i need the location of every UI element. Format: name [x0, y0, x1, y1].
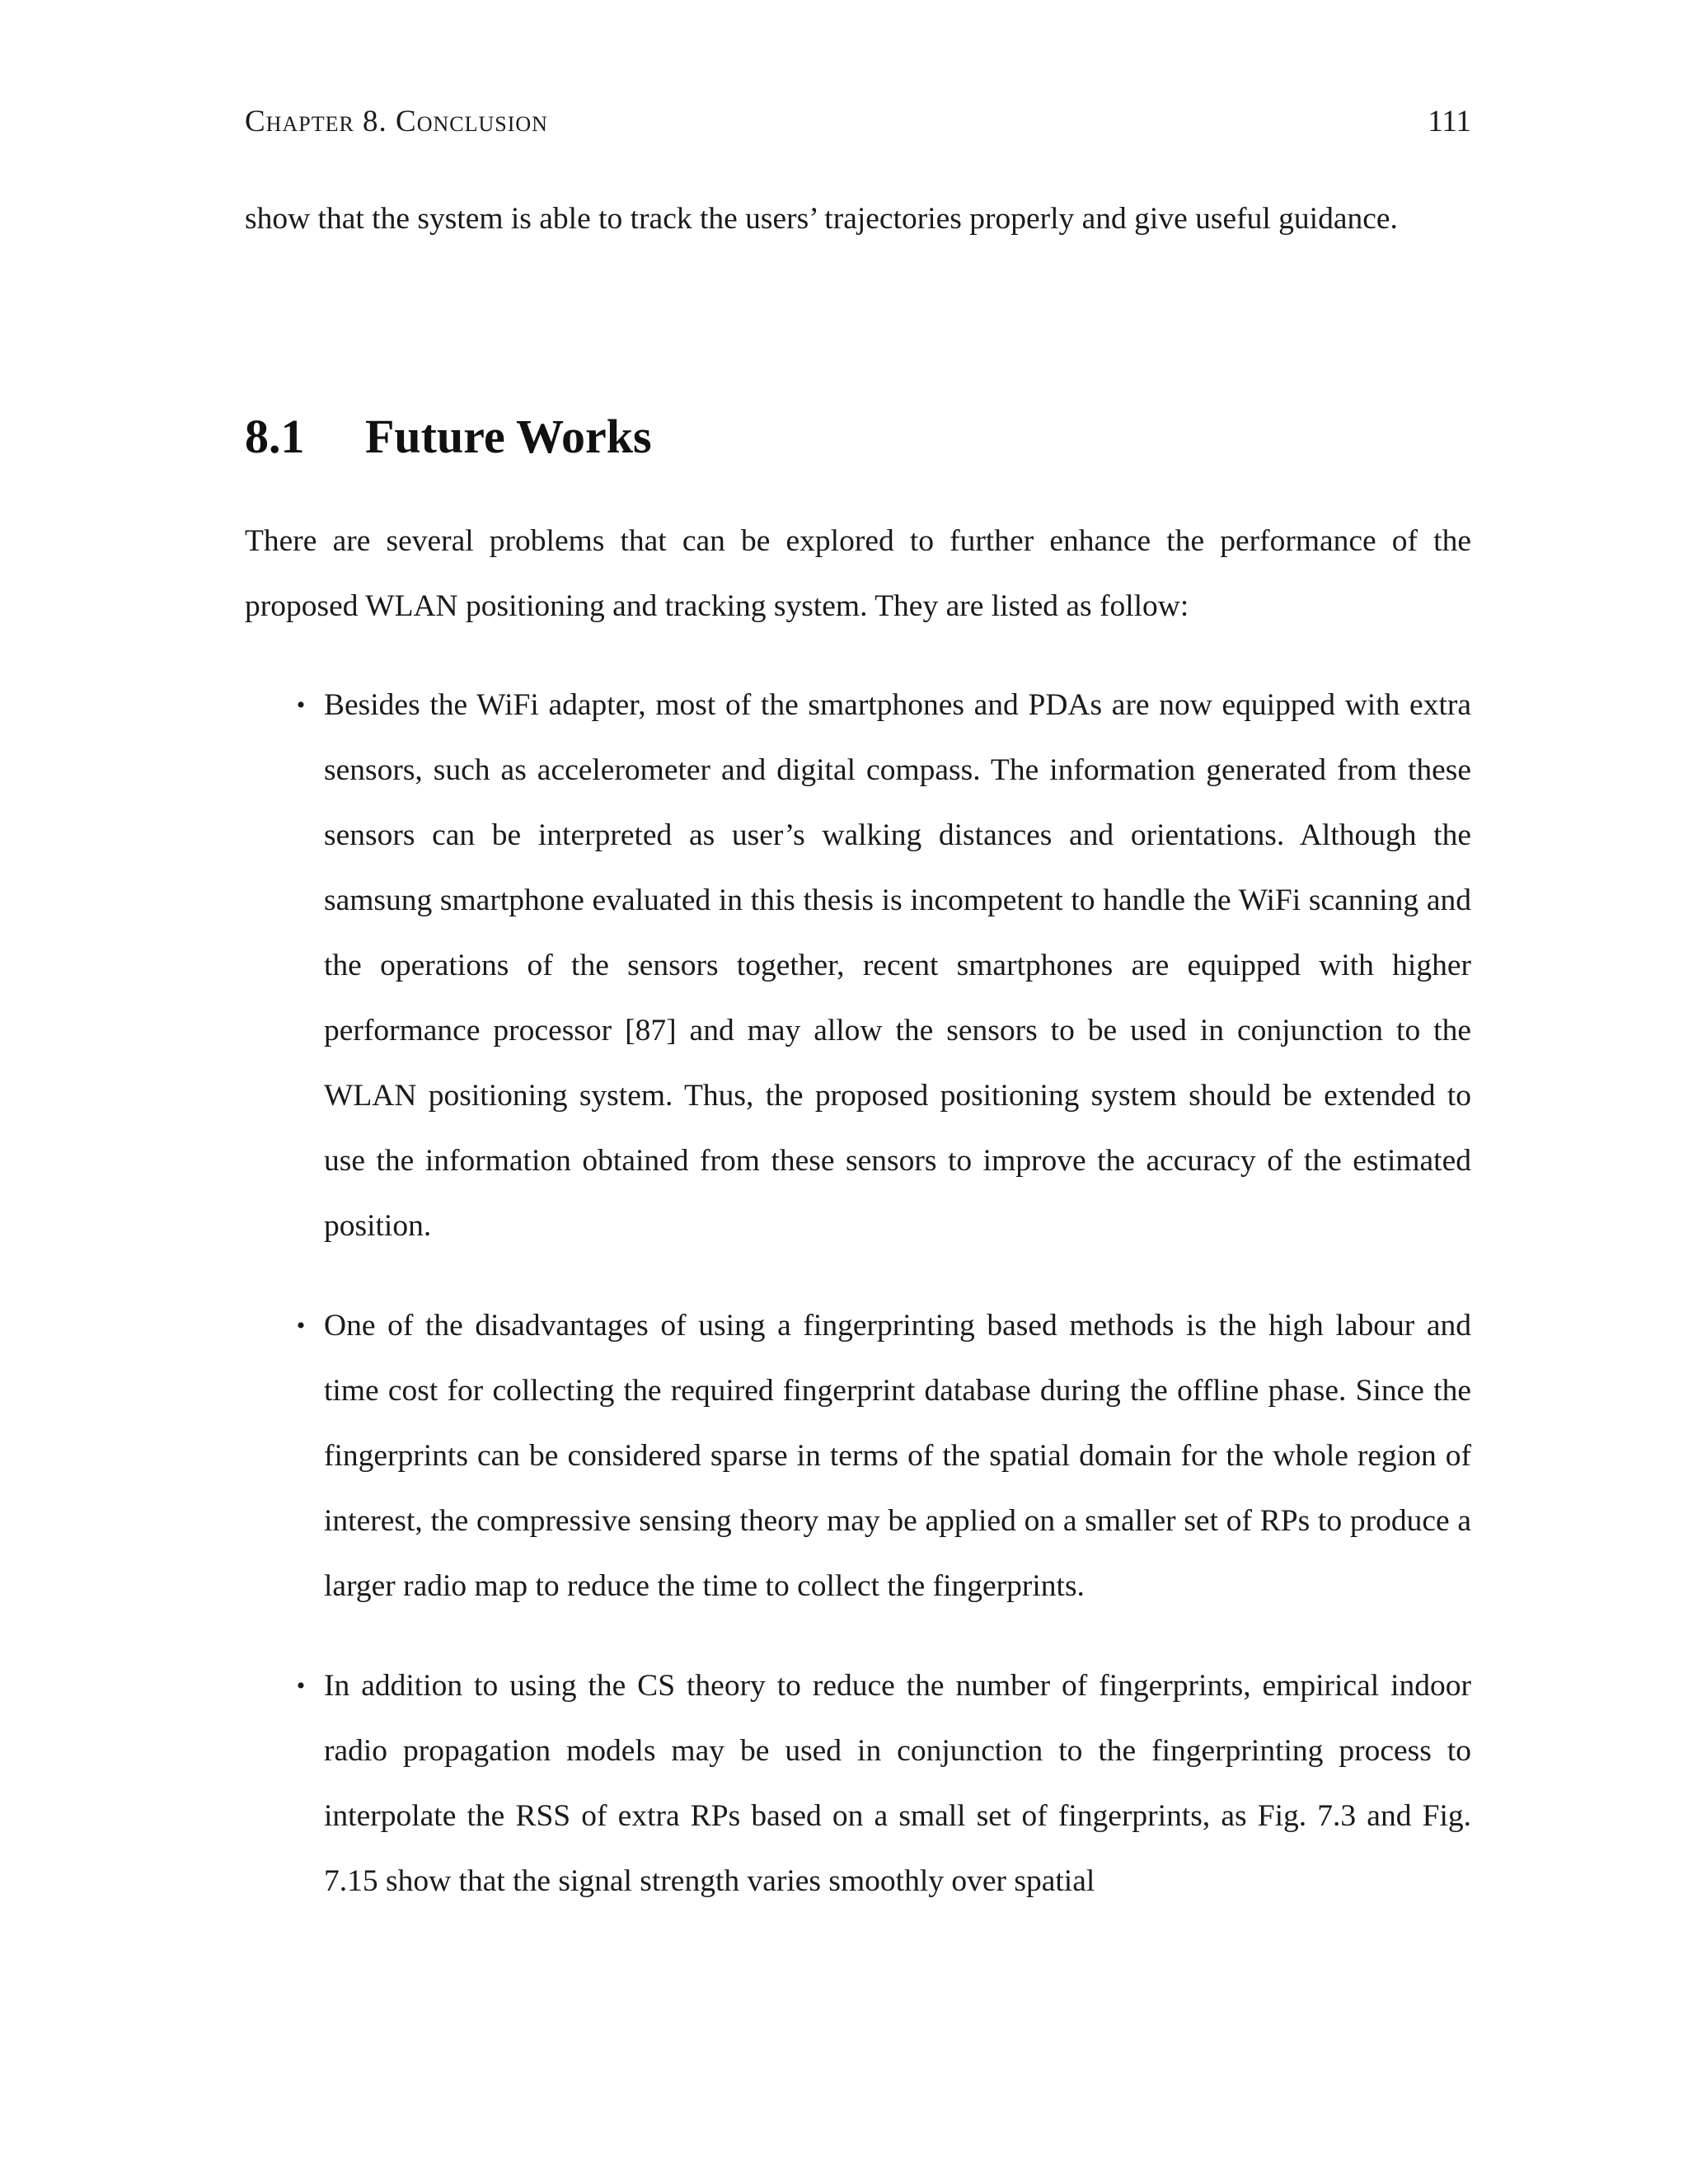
- intro-paragraph: There are several problems that can be explored to further enhance the performance of the proposed WLAN positioning and tracking system. They are listed as follow:: [245, 524, 1471, 623]
- running-head: [245, 102, 1471, 142]
- list-item-text: In addition to using the CS theory to reduce the number of fingerprints, empirical indoor radio propagation models may be used in conjunction to the fingerprinting process to interpolate the RSS of extra RPs based on a small set of fingerprints, as Fig. 7.3 and Fig. 7.15 show that the signal strength varies smoothly over spatial: [324, 1669, 1471, 1898]
- bullet-icon: •: [296, 1672, 306, 1699]
- section-heading: [245, 404, 1471, 470]
- future-works-list: [245, 673, 1471, 1948]
- continuation-paragraph: show that the system is able to track the users’ trajectories properly and give useful guidance.: [245, 202, 1398, 236]
- list-item-text: One of the disadvantages of using a fingerprinting based methods is the high labour and time cost for collecting the required fingerprint database during the offline phase. Since the fingerprints can be considered sparse in terms of the spatial domain for the whole region of interest, the compressive sensing theory may be applied on a smaller set of RPs to produce a larger radio map to reduce the time to collect the fingerprints.: [324, 1309, 1471, 1603]
- list-item: [245, 673, 1471, 1258]
- bullet-icon: •: [296, 691, 306, 719]
- list-item: [245, 1653, 1471, 1914]
- section-number: 8.1: [245, 410, 305, 463]
- section-title: Future Works: [365, 410, 652, 463]
- page-number: 111: [1428, 105, 1471, 138]
- list-item-text: Besides the WiFi adapter, most of the smartphones and PDAs are now equipped with extra sensors, such as accelerometer and digital compass. The information generated from these sensors can be interpreted as user’s walking distances and orientations. Although the samsung smartphone evaluated in this thesis is incompetent to handle the WiFi scanning and the operations of the sensors together, recent smartphones are equipped with higher performance processor [87] and may allow the sensors to be used in conjunction to the WLAN positioning system. Thus, the proposed positioning system should be extended to use the information obtained from these sensors to improve the accuracy of the estimated position.: [324, 688, 1471, 1243]
- chapter-title: Chapter 8. Conclusion: [245, 105, 548, 138]
- list-item: [245, 1293, 1471, 1619]
- bullet-icon: •: [296, 1312, 306, 1339]
